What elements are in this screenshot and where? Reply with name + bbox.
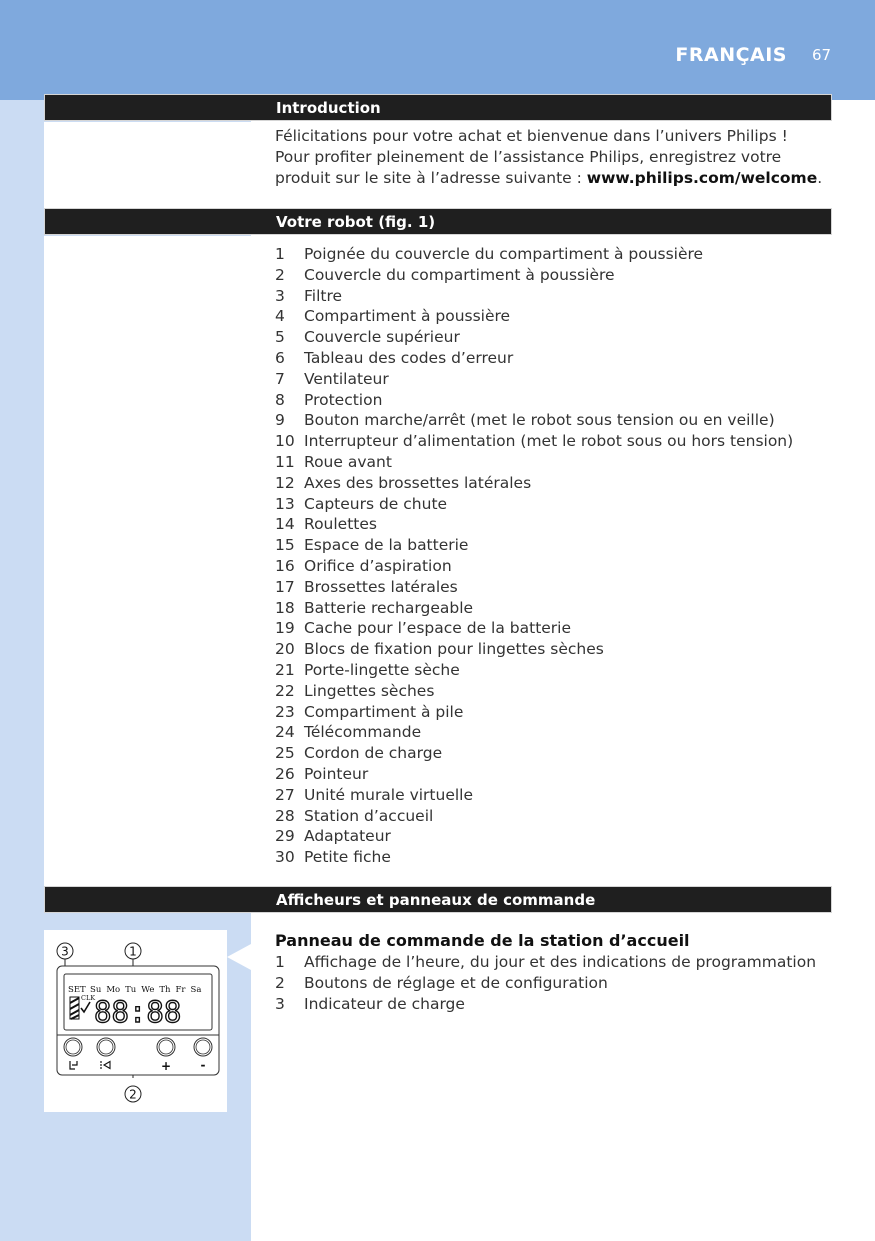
item-text: Télécommande — [304, 723, 422, 742]
item-number: 11 — [275, 452, 295, 471]
item-number: 14 — [275, 515, 295, 534]
item-text: Filtre — [304, 286, 343, 305]
callout-1-label: 1 — [129, 944, 137, 959]
robot-margin-white — [44, 236, 251, 886]
item-number: 18 — [275, 598, 295, 617]
item-number: 19 — [275, 619, 295, 638]
list-item — [275, 785, 835, 806]
item-text: Capteurs de chute — [304, 494, 448, 513]
time-display: 88:88 — [94, 995, 182, 1029]
weekday-label: Su — [90, 985, 102, 995]
item-text: Adaptateur — [304, 827, 391, 846]
item-text: Cordon de charge — [304, 744, 443, 763]
weekday-row — [90, 985, 201, 995]
section-title: Introduction — [276, 99, 381, 117]
item-text: Protection — [304, 390, 383, 409]
callout-3-label: 3 — [61, 944, 69, 959]
list-item — [275, 431, 835, 452]
item-number: 17 — [275, 577, 295, 596]
item-text: Lingettes sèches — [304, 681, 435, 700]
minus-symbol: - — [200, 1058, 206, 1072]
item-number: 29 — [275, 827, 295, 846]
item-text: Cache pour l’espace de la batterie — [304, 619, 572, 638]
weekday-label: Fr — [175, 985, 186, 995]
list-item — [275, 514, 835, 535]
list-item — [275, 806, 835, 827]
list-item — [275, 618, 835, 639]
item-number: 25 — [275, 744, 295, 763]
list-item — [275, 452, 835, 473]
list-item — [275, 743, 835, 764]
section-bar-displays — [44, 886, 832, 913]
list-item — [275, 660, 835, 681]
item-number: 23 — [275, 702, 295, 721]
intro-line: Félicitations pour votre achat et bienvenue dans l’univers Philips ! — [275, 127, 788, 145]
list-item — [275, 535, 835, 556]
item-text: Bouton marche/arrêt (met le robot sous tension ou en veille) — [304, 411, 775, 430]
item-number: 30 — [275, 848, 295, 867]
item-text: Tableau des codes d’erreur — [304, 348, 514, 367]
panel-button-minus — [194, 1038, 212, 1056]
page-number: 67 — [812, 46, 832, 64]
list-item — [275, 327, 835, 348]
item-number: 5 — [275, 328, 285, 347]
list-item — [275, 348, 835, 369]
item-number: 7 — [275, 369, 285, 388]
item-text: Compartiment à poussière — [304, 307, 511, 326]
panel-button-1 — [64, 1038, 82, 1056]
plus-symbol: + — [160, 1059, 172, 1073]
item-number: 22 — [275, 681, 295, 700]
intro-margin-white — [44, 122, 251, 208]
list-item — [275, 764, 835, 785]
item-number: 13 — [275, 494, 295, 513]
item-number: 2 — [275, 265, 285, 284]
item-text: Couvercle supérieur — [304, 328, 460, 347]
item-text: Affichage de l’heure, du jour et des indications de programmation — [304, 953, 817, 971]
list-item — [275, 702, 835, 723]
weekday-label: We — [141, 985, 155, 995]
item-number: 4 — [275, 307, 285, 326]
item-number: 3 — [275, 286, 285, 305]
language-label: FRANÇAIS — [675, 44, 787, 66]
item-number: 1 — [275, 245, 285, 263]
item-text: Orifice d’aspiration — [304, 556, 452, 575]
panel-button-plus — [157, 1038, 175, 1056]
item-text: Espace de la batterie — [304, 536, 469, 555]
list-item — [275, 847, 835, 868]
panel-drawing — [44, 930, 227, 1112]
item-text: Roue avant — [304, 452, 392, 471]
list-item — [275, 306, 835, 327]
list-item — [275, 826, 835, 847]
item-text: Compartiment à pile — [304, 702, 464, 721]
list-item — [275, 494, 835, 515]
item-text: Blocs de fixation pour lingettes sèches — [304, 640, 604, 659]
list-item — [275, 390, 835, 411]
list-item — [275, 265, 835, 286]
list-item — [275, 994, 835, 1015]
weekday-label: Th — [159, 985, 171, 995]
item-text: Boutons de réglage et de configuration — [304, 973, 608, 992]
item-number: 3 — [275, 994, 285, 1013]
list-item — [275, 369, 835, 390]
weekday-label: Tu — [125, 985, 137, 995]
intro-register-text: Pour profiter pleinement de l’assistance Philips, enregistrez votre produit sur le site à l’adresse suivante : — [275, 148, 782, 187]
item-number: 6 — [275, 348, 285, 367]
weekday-label: Mo — [106, 985, 121, 995]
section-title: Votre robot (fig. 1) — [276, 213, 436, 231]
item-number: 8 — [275, 390, 285, 409]
callout-1 — [125, 943, 141, 959]
figure-pointer — [227, 944, 251, 970]
list-item — [275, 410, 835, 431]
battery-charge-icon — [70, 997, 79, 1019]
docking-panel-list — [275, 952, 835, 1014]
list-item — [275, 577, 835, 598]
list-item — [275, 722, 835, 743]
item-text: Indicateur de charge — [304, 994, 465, 1013]
item-text: Ventilateur — [304, 369, 389, 388]
list-item — [275, 244, 835, 265]
item-text: Brossettes latérales — [304, 577, 458, 596]
panel-button-2 — [97, 1038, 115, 1056]
item-text: Roulettes — [304, 515, 377, 534]
intro-period: . — [817, 169, 823, 187]
item-text: Couvercle du compartiment à poussière — [304, 265, 615, 284]
item-number: 9 — [275, 411, 285, 430]
item-text: Porte-lingette sèche — [304, 660, 460, 679]
section-title: Afficheurs et panneaux de commande — [276, 891, 596, 909]
list-item — [275, 952, 835, 973]
section-bar-introduction — [44, 94, 832, 121]
item-number: 26 — [275, 764, 295, 783]
item-number: 1 — [275, 953, 285, 971]
item-text: Unité murale virtuelle — [304, 785, 474, 804]
item-number: 2 — [275, 973, 285, 992]
docking-station-panel-figure — [44, 930, 227, 1112]
intro-line-2 — [275, 147, 835, 189]
list-item — [275, 473, 835, 494]
item-text: Pointeur — [304, 764, 369, 783]
item-text: Axes des brossettes latérales — [304, 473, 532, 492]
introduction-text — [275, 126, 835, 189]
list-item — [275, 639, 835, 660]
list-item — [275, 598, 835, 619]
callout-2 — [125, 1086, 141, 1102]
list-item — [275, 973, 835, 994]
item-number: 28 — [275, 806, 295, 825]
section-bar-robot — [44, 208, 832, 235]
item-number: 27 — [275, 785, 295, 804]
item-text: Petite fiche — [304, 848, 391, 867]
item-text: Poignée du couvercle du compartiment à poussière — [304, 245, 704, 263]
callout-2-label: 2 — [129, 1087, 137, 1102]
set-label: SET — [68, 985, 86, 995]
item-number: 10 — [275, 432, 295, 451]
item-number: 15 — [275, 536, 295, 555]
item-number: 20 — [275, 640, 295, 659]
welcome-url[interactable]: www.philips.com/welcome — [586, 169, 818, 187]
item-number: 16 — [275, 556, 295, 575]
item-text: Interrupteur d’alimentation (met le robot sous ou hors tension) — [304, 432, 794, 451]
docking-panel-subtitle: Panneau de commande de la station d’accueil — [275, 931, 690, 950]
item-number: 12 — [275, 473, 295, 492]
list-item — [275, 681, 835, 702]
item-number: 21 — [275, 660, 295, 679]
list-item — [275, 286, 835, 307]
item-number: 24 — [275, 723, 295, 742]
item-text: Batterie rechargeable — [304, 598, 474, 617]
clk-label: CLK — [81, 994, 96, 1002]
robot-parts-list — [275, 244, 835, 868]
item-text: Station d’accueil — [304, 806, 434, 825]
callout-3 — [57, 943, 73, 959]
weekday-label: Sa — [190, 985, 202, 995]
list-item — [275, 556, 835, 577]
